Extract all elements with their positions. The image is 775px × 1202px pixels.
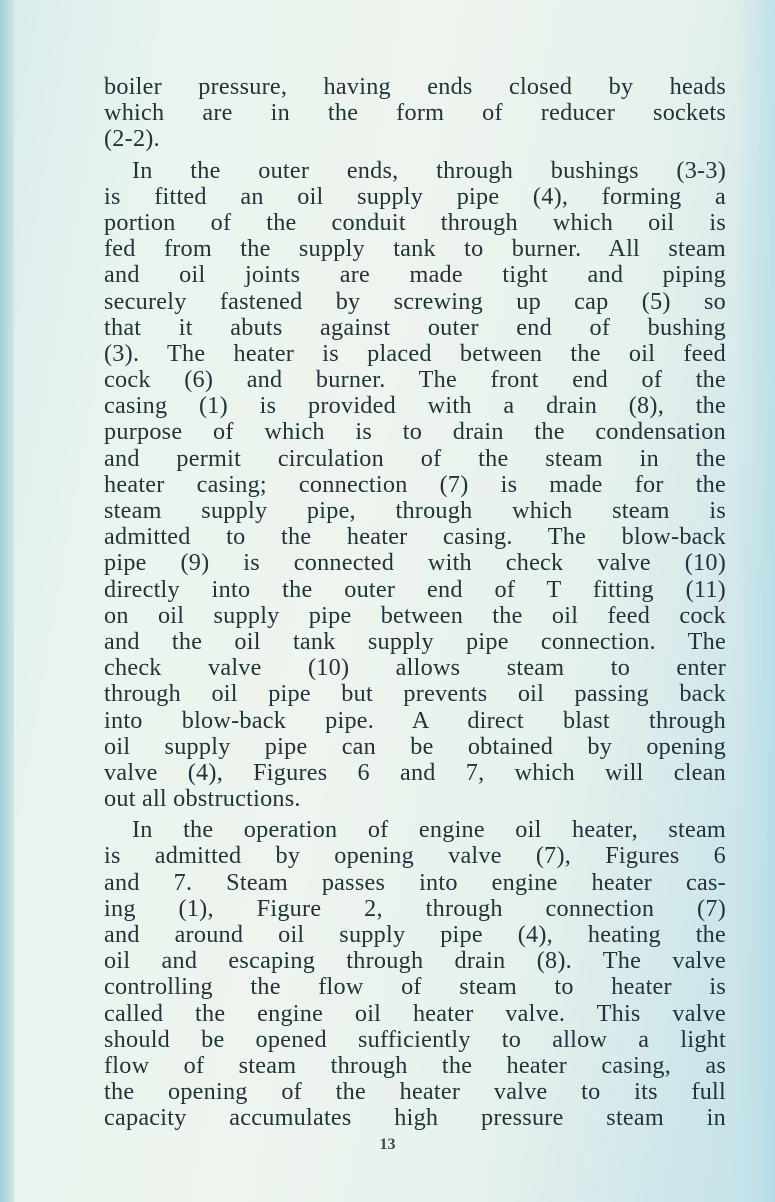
body-text [104, 74, 726, 1132]
text-line: is fitted an oil supply pipe (4), forming a [104, 182, 726, 210]
text-line: that it abuts against outer end of bushing [104, 313, 726, 341]
text-line: boiler pressure, having ends closed by heads [104, 73, 726, 100]
text-line: (2-2). [104, 125, 160, 153]
text-line: which are in the form of reducer sockets [104, 99, 726, 127]
text-line: called the engine oil heater valve. This valve [104, 999, 726, 1027]
page-edge-shadow [0, 0, 14, 1202]
text-line: fed from the supply tank to burner. All steam [104, 235, 726, 263]
text-line: portion of the conduit through which oil is [104, 208, 726, 236]
text-line: securely fastened by screwing up cap (5) so [104, 287, 726, 315]
text-line: and around oil supply pipe (4), heating the [104, 921, 726, 948]
text-line: oil and escaping through drain (8). The valve [104, 947, 726, 975]
text-line: into blow-back pipe. A direct blast through [104, 706, 726, 734]
text-line: (3). The heater is placed between the oil feed [104, 339, 726, 367]
text-line: check valve (10) allows steam to enter [104, 654, 726, 682]
text-line: purpose of which is to drain the condensation [104, 418, 726, 446]
text-line: controlling the flow of steam to heater is [104, 973, 726, 1001]
text-line: In the outer ends, through bushings (3-3) [132, 156, 726, 184]
page-number: 13 [379, 1136, 396, 1153]
text-line: In the operation of engine oil heater, steam [132, 816, 726, 844]
text-line: pipe (9) is connected with check valve (10) [104, 549, 726, 577]
text-line: and 7. Steam passes into engine heater cas- [104, 868, 726, 896]
text-line: out all obstructions. [104, 785, 301, 813]
text-line: and the oil tank supply pipe connection. The [104, 627, 726, 655]
text-line: steam supply pipe, through which steam is [104, 497, 726, 524]
text-line: and oil joints are made tight and piping [104, 261, 726, 289]
text-line: on oil supply pipe between the oil feed cock [104, 601, 726, 629]
text-line: flow of steam through the heater casing, as [104, 1051, 726, 1079]
text-line: cock (6) and burner. The front end of the [104, 366, 726, 394]
text-line: the opening of the heater valve to its full [104, 1078, 726, 1106]
page-edge-tint [735, 0, 775, 1202]
text-line: capacity accumulates high pressure steam in [104, 1104, 726, 1132]
text-line: casing (1) is provided with a drain (8), the [104, 392, 726, 420]
text-line: is admitted by opening valve (7), Figures 6 [104, 842, 726, 870]
text-line: admitted to the heater casing. The blow-back [104, 523, 726, 551]
text-line: should be opened sufficiently to allow a light [104, 1025, 726, 1053]
text-line: and permit circulation of the steam in the [104, 444, 726, 472]
text-line: through oil pipe but prevents oil passing back [104, 680, 726, 708]
text-line: oil supply pipe can be obtained by opening [104, 732, 726, 760]
text-line: ing (1), Figure 2, through connection (7) [104, 894, 726, 922]
text-line: directly into the outer end of T fitting (11) [104, 575, 726, 603]
text-line: heater casing; connection (7) is made for the [104, 470, 726, 498]
text-line: valve (4), Figures 6 and 7, which will clean [104, 758, 726, 786]
